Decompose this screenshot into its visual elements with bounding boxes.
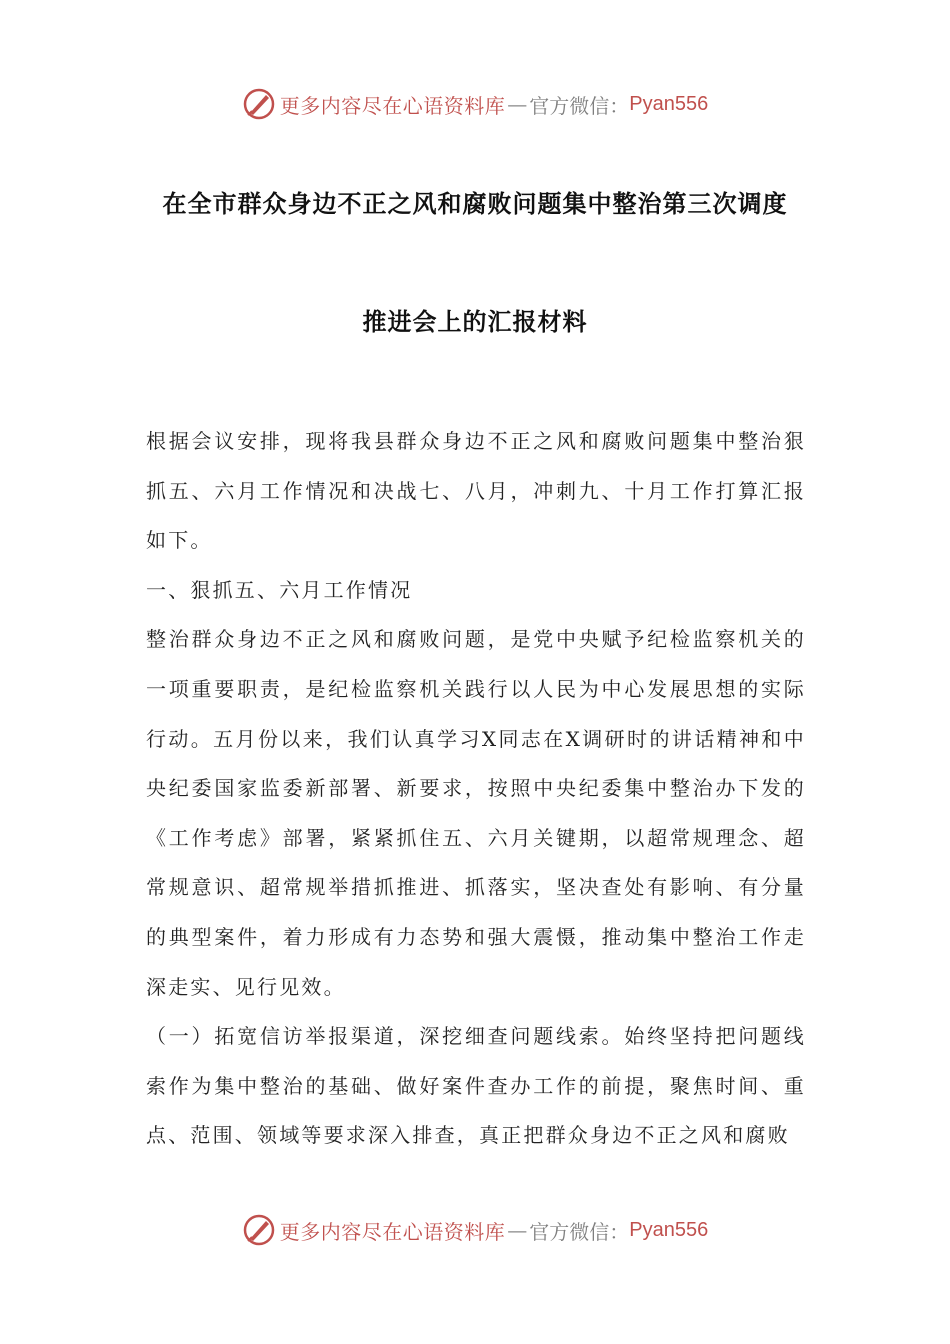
document-body — [146, 417, 806, 1161]
banner-site-text: 更多内容尽在心语资料库 — [279, 93, 506, 118]
footer-banner — [0, 1210, 950, 1250]
paragraph-overview: 整治群众身边不正之风和腐败问题，是党中央赋予纪检监察机关的一项重要职责，是纪检监察机关践行以人民为中心发展思想的实际行动。五月份以来，我们认真学习X同志在X调研时的讲话精神和中央纪委国家监委新部署、新要求，按照中央纪委集中整治办下发的《工作考虑》部署，紧紧抓住五、六月关键期，以超常规理念、超常规意识、超常规举措抓推进、抓落实，坚决查处有影响、有分量的典型案件，着力形成有力态势和强大震慑，推动集中整治工作走深走实、见行见效。 — [146, 627, 806, 999]
quill-logo-icon — [242, 87, 276, 121]
banner-wechat-id: Pyan556 — [629, 92, 709, 115]
banner-separator: — — [507, 92, 528, 116]
banner-wechat-label: 官方微信： — [529, 1219, 630, 1244]
document-title-line1: 在全市群众身边不正之风和腐败问题集中整治第三次调度 — [162, 190, 788, 218]
banner-wechat-id: Pyan556 — [629, 1218, 709, 1241]
section-heading: 一、狠抓五、六月工作情况 — [146, 577, 413, 602]
paragraph-subsection-1: （一）拓宽信访举报渠道，深挖细查问题线索。始终坚持把问题线索作为集中整治的基础、做好案件查办工作的前提，聚焦时间、重点、范围、领域等要求深入排查，真正把群众身边不正之风和腐败 — [146, 1024, 806, 1148]
banner-site-text: 更多内容尽在心语资料库 — [279, 1219, 506, 1244]
header-banner — [0, 84, 950, 124]
document-title-line2: 推进会上的汇报材料 — [362, 308, 588, 336]
quill-logo-icon — [242, 1213, 276, 1247]
paragraph-intro: 根据会议安排，现将我县群众身边不正之风和腐败问题集中整治狠抓五、六月工作情况和决战七、八月，冲刺九、十月工作打算汇报如下。 — [146, 429, 806, 553]
banner-separator: — — [507, 1218, 528, 1242]
banner-wechat-label: 官方微信： — [529, 93, 630, 118]
